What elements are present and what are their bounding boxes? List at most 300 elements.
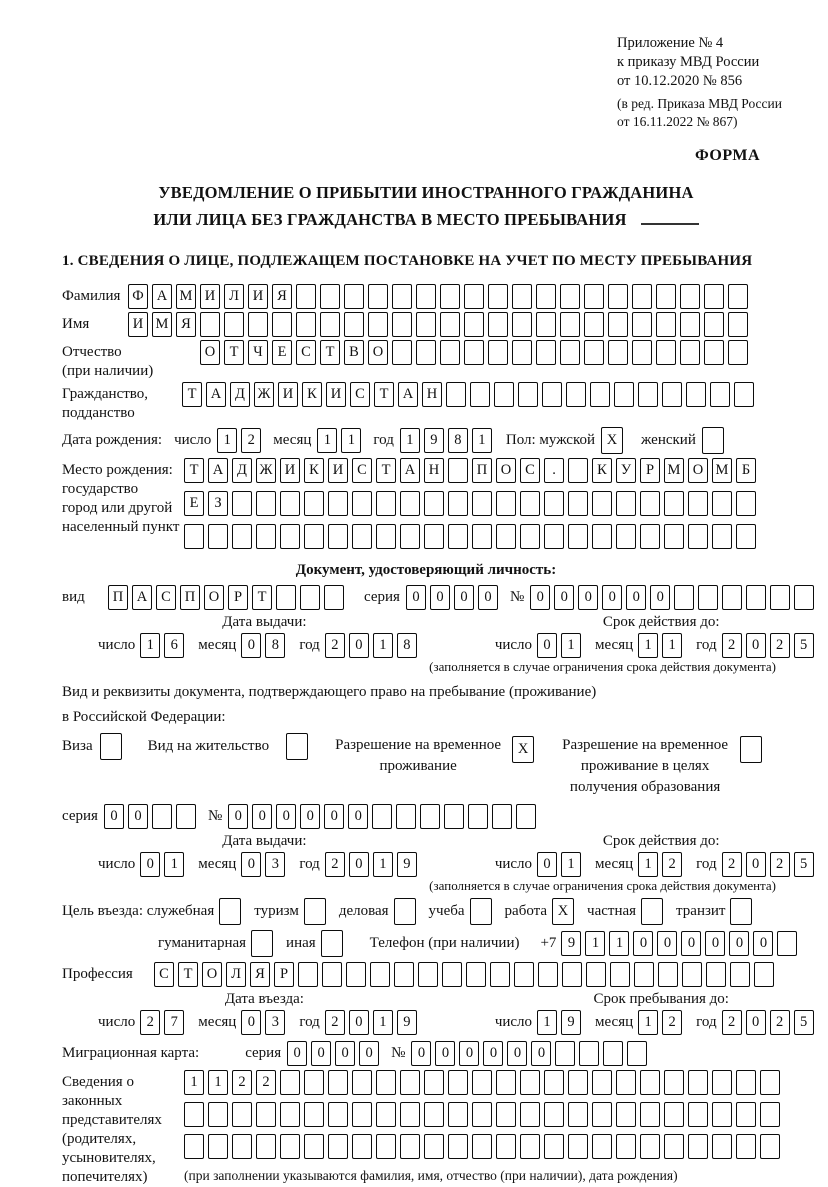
char-cell[interactable] [712,1102,732,1127]
char-cell[interactable] [424,524,444,549]
char-cell[interactable]: М [712,458,732,483]
char-cell[interactable] [632,340,652,365]
char-cell[interactable] [418,962,438,987]
char-cell[interactable]: С [296,340,316,365]
char-cell[interactable]: 0 [578,585,598,610]
char-cell[interactable] [640,491,660,516]
char-cell[interactable] [608,340,628,365]
char-cell[interactable] [328,1070,348,1095]
char-cell[interactable]: X [512,736,534,763]
char-cell[interactable]: 0 [349,1010,369,1035]
char-cell[interactable]: 0 [554,585,574,610]
char-cell[interactable] [664,1134,684,1159]
char-cell[interactable] [400,1102,420,1127]
char-cell[interactable] [344,284,364,309]
char-cell[interactable]: М [664,458,684,483]
char-cell[interactable] [424,1134,444,1159]
char-cell[interactable] [712,491,732,516]
char-cell[interactable]: Т [252,585,272,610]
char-cell[interactable] [728,340,748,365]
char-cell[interactable] [251,930,273,957]
char-cell[interactable]: 0 [252,804,272,829]
char-cell[interactable]: 8 [397,633,417,658]
char-cell[interactable]: С [352,458,372,483]
char-cell[interactable]: О [200,340,220,365]
char-cell[interactable] [376,491,396,516]
char-cell[interactable]: 0 [348,804,368,829]
char-cell[interactable] [634,962,654,987]
char-cell[interactable] [536,312,556,337]
char-cell[interactable]: Т [184,458,204,483]
char-cell[interactable] [770,585,790,610]
char-cell[interactable] [464,340,484,365]
char-cell[interactable] [680,340,700,365]
char-cell[interactable] [184,1102,204,1127]
char-cell[interactable]: 0 [602,585,622,610]
char-cell[interactable]: 1 [373,1010,393,1035]
char-cell[interactable] [396,804,416,829]
char-cell[interactable]: 1 [662,633,682,658]
char-cell[interactable]: Ч [248,340,268,365]
char-cell[interactable] [280,1134,300,1159]
char-cell[interactable]: 8 [265,633,285,658]
char-cell[interactable] [544,524,564,549]
char-cell[interactable]: 2 [241,428,261,453]
char-cell[interactable] [200,312,220,337]
char-cell[interactable] [520,491,540,516]
char-cell[interactable] [682,962,702,987]
char-cell[interactable] [592,1134,612,1159]
char-cell[interactable]: И [328,458,348,483]
char-cell[interactable] [376,524,396,549]
char-cell[interactable] [584,312,604,337]
char-cell[interactable] [616,491,636,516]
char-cell[interactable]: 1 [638,633,658,658]
char-cell[interactable] [656,284,676,309]
char-cell[interactable]: Н [424,458,444,483]
char-cell[interactable] [280,524,300,549]
char-cell[interactable] [296,312,316,337]
char-cell[interactable] [702,427,724,454]
char-cell[interactable]: 0 [311,1041,331,1066]
char-cell[interactable]: 0 [746,633,766,658]
char-cell[interactable]: 9 [397,1010,417,1035]
char-cell[interactable] [328,524,348,549]
char-cell[interactable]: 1 [561,852,581,877]
char-cell[interactable] [712,1070,732,1095]
char-cell[interactable]: 2 [662,1010,682,1035]
char-cell[interactable] [680,284,700,309]
char-cell[interactable] [730,962,750,987]
char-cell[interactable] [448,458,468,483]
char-cell[interactable] [464,284,484,309]
char-cell[interactable]: К [302,382,322,407]
char-cell[interactable]: А [400,458,420,483]
char-cell[interactable] [321,930,343,957]
char-cell[interactable]: 0 [626,585,646,610]
char-cell[interactable]: О [368,340,388,365]
char-cell[interactable]: А [152,284,172,309]
char-cell[interactable]: П [472,458,492,483]
char-cell[interactable] [520,1134,540,1159]
char-cell[interactable] [560,284,580,309]
char-cell[interactable] [400,524,420,549]
char-cell[interactable] [472,1070,492,1095]
char-cell[interactable]: Ж [256,458,276,483]
char-cell[interactable] [512,284,532,309]
char-cell[interactable]: 1 [208,1070,228,1095]
char-cell[interactable]: 2 [325,633,345,658]
char-cell[interactable]: 2 [722,633,742,658]
char-cell[interactable]: 9 [424,428,444,453]
char-cell[interactable]: 0 [104,804,124,829]
char-cell[interactable]: 3 [265,852,285,877]
char-cell[interactable] [560,312,580,337]
char-cell[interactable]: 0 [537,633,557,658]
char-cell[interactable]: 2 [325,1010,345,1035]
char-cell[interactable] [208,524,228,549]
char-cell[interactable] [680,312,700,337]
char-cell[interactable] [512,340,532,365]
char-cell[interactable]: 1 [164,852,184,877]
char-cell[interactable] [603,1041,623,1066]
char-cell[interactable]: 0 [633,931,653,956]
char-cell[interactable] [664,524,684,549]
char-cell[interactable]: 0 [406,585,426,610]
char-cell[interactable]: И [200,284,220,309]
char-cell[interactable] [704,284,724,309]
char-cell[interactable]: К [304,458,324,483]
char-cell[interactable]: 0 [241,852,261,877]
char-cell[interactable]: 0 [531,1041,551,1066]
char-cell[interactable] [746,585,766,610]
char-cell[interactable] [496,524,516,549]
char-cell[interactable] [568,491,588,516]
char-cell[interactable]: 0 [430,585,450,610]
char-cell[interactable]: И [326,382,346,407]
char-cell[interactable] [632,284,652,309]
char-cell[interactable] [656,340,676,365]
char-cell[interactable] [392,340,412,365]
char-cell[interactable] [488,340,508,365]
char-cell[interactable] [446,382,466,407]
char-cell[interactable] [560,340,580,365]
char-cell[interactable]: 0 [241,1010,261,1035]
char-cell[interactable] [706,962,726,987]
char-cell[interactable] [346,962,366,987]
char-cell[interactable]: И [280,458,300,483]
char-cell[interactable] [296,284,316,309]
char-cell[interactable]: 1 [537,1010,557,1035]
char-cell[interactable] [736,1070,756,1095]
char-cell[interactable]: 0 [681,931,701,956]
char-cell[interactable]: 2 [770,633,790,658]
char-cell[interactable]: Р [228,585,248,610]
char-cell[interactable] [320,284,340,309]
char-cell[interactable] [440,312,460,337]
char-cell[interactable]: К [592,458,612,483]
char-cell[interactable] [658,962,678,987]
char-cell[interactable] [760,1134,780,1159]
char-cell[interactable] [472,491,492,516]
char-cell[interactable] [544,1134,564,1159]
char-cell[interactable]: 1 [472,428,492,453]
char-cell[interactable] [232,524,252,549]
char-cell[interactable]: 0 [300,804,320,829]
char-cell[interactable] [614,382,634,407]
char-cell[interactable] [368,312,388,337]
char-cell[interactable]: О [496,458,516,483]
char-cell[interactable] [736,1102,756,1127]
char-cell[interactable] [392,312,412,337]
char-cell[interactable] [328,1134,348,1159]
char-cell[interactable] [368,284,388,309]
char-cell[interactable]: 0 [140,852,160,877]
char-cell[interactable] [616,1070,636,1095]
char-cell[interactable] [304,1070,324,1095]
char-cell[interactable]: 1 [317,428,337,453]
char-cell[interactable]: 0 [650,585,670,610]
char-cell[interactable]: Е [272,340,292,365]
char-cell[interactable]: 5 [794,852,814,877]
char-cell[interactable] [640,1134,660,1159]
char-cell[interactable] [440,340,460,365]
char-cell[interactable] [496,1070,516,1095]
char-cell[interactable] [494,382,514,407]
char-cell[interactable] [472,1134,492,1159]
char-cell[interactable] [440,284,460,309]
char-cell[interactable]: 0 [349,852,369,877]
char-cell[interactable] [352,1070,372,1095]
char-cell[interactable] [760,1102,780,1127]
char-cell[interactable]: Я [176,312,196,337]
char-cell[interactable]: Л [224,284,244,309]
char-cell[interactable] [208,1134,228,1159]
char-cell[interactable]: 0 [241,633,261,658]
char-cell[interactable] [352,524,372,549]
char-cell[interactable]: Л [226,962,246,987]
char-cell[interactable] [616,1134,636,1159]
char-cell[interactable] [496,1102,516,1127]
char-cell[interactable]: 2 [662,852,682,877]
char-cell[interactable] [632,312,652,337]
char-cell[interactable] [256,524,276,549]
char-cell[interactable] [562,962,582,987]
char-cell[interactable]: В [344,340,364,365]
char-cell[interactable]: 1 [140,633,160,658]
char-cell[interactable] [568,458,588,483]
char-cell[interactable] [734,382,754,407]
char-cell[interactable]: Е [184,491,204,516]
char-cell[interactable] [590,382,610,407]
char-cell[interactable] [248,312,268,337]
char-cell[interactable] [512,312,532,337]
char-cell[interactable] [442,962,462,987]
char-cell[interactable]: Т [376,458,396,483]
char-cell[interactable] [777,931,797,956]
char-cell[interactable] [372,804,392,829]
char-cell[interactable] [304,491,324,516]
char-cell[interactable] [712,524,732,549]
char-cell[interactable]: 2 [232,1070,252,1095]
char-cell[interactable]: 0 [507,1041,527,1066]
char-cell[interactable]: С [350,382,370,407]
char-cell[interactable] [286,733,308,760]
char-cell[interactable]: 1 [585,931,605,956]
char-cell[interactable]: А [132,585,152,610]
char-cell[interactable]: 0 [537,852,557,877]
char-cell[interactable]: 5 [794,633,814,658]
char-cell[interactable]: 0 [324,804,344,829]
char-cell[interactable] [472,524,492,549]
char-cell[interactable] [352,1102,372,1127]
char-cell[interactable] [400,1070,420,1095]
char-cell[interactable]: А [398,382,418,407]
char-cell[interactable] [100,733,122,760]
char-cell[interactable]: X [601,427,623,454]
char-cell[interactable] [712,1134,732,1159]
char-cell[interactable] [664,1102,684,1127]
char-cell[interactable] [674,585,694,610]
char-cell[interactable] [324,585,344,610]
char-cell[interactable] [627,1041,647,1066]
char-cell[interactable] [496,491,516,516]
char-cell[interactable] [376,1070,396,1095]
char-cell[interactable]: 0 [276,804,296,829]
char-cell[interactable] [592,491,612,516]
char-cell[interactable] [448,1134,468,1159]
char-cell[interactable] [688,1102,708,1127]
char-cell[interactable] [464,312,484,337]
char-cell[interactable] [704,340,724,365]
char-cell[interactable] [232,1102,252,1127]
char-cell[interactable] [304,1102,324,1127]
char-cell[interactable] [662,382,682,407]
char-cell[interactable] [328,1102,348,1127]
char-cell[interactable] [592,1102,612,1127]
char-cell[interactable]: 0 [335,1041,355,1066]
char-cell[interactable] [466,962,486,987]
char-cell[interactable]: И [248,284,268,309]
char-cell[interactable] [544,491,564,516]
char-cell[interactable]: 9 [561,931,581,956]
char-cell[interactable] [448,1070,468,1095]
char-cell[interactable] [728,312,748,337]
char-cell[interactable]: 0 [411,1041,431,1066]
char-cell[interactable] [208,1102,228,1127]
char-cell[interactable]: 1 [400,428,420,453]
char-cell[interactable] [698,585,718,610]
char-cell[interactable]: Б [736,458,756,483]
char-cell[interactable]: Т [224,340,244,365]
char-cell[interactable] [736,491,756,516]
char-cell[interactable]: Р [274,962,294,987]
char-cell[interactable]: А [208,458,228,483]
char-cell[interactable] [256,491,276,516]
char-cell[interactable]: 0 [435,1041,455,1066]
char-cell[interactable]: С [154,962,174,987]
char-cell[interactable] [376,1134,396,1159]
char-cell[interactable] [424,1102,444,1127]
char-cell[interactable] [568,524,588,549]
char-cell[interactable] [492,804,512,829]
char-cell[interactable]: С [156,585,176,610]
char-cell[interactable] [608,312,628,337]
char-cell[interactable] [304,1134,324,1159]
char-cell[interactable]: 2 [325,852,345,877]
char-cell[interactable] [472,1102,492,1127]
char-cell[interactable] [448,1102,468,1127]
char-cell[interactable]: А [206,382,226,407]
char-cell[interactable]: 0 [657,931,677,956]
char-cell[interactable] [555,1041,575,1066]
char-cell[interactable] [392,284,412,309]
char-cell[interactable] [536,340,556,365]
char-cell[interactable]: 9 [397,852,417,877]
char-cell[interactable]: 0 [753,931,773,956]
char-cell[interactable] [664,1070,684,1095]
char-cell[interactable] [400,1134,420,1159]
char-cell[interactable] [736,524,756,549]
char-cell[interactable]: Д [232,458,252,483]
char-cell[interactable] [686,382,706,407]
char-cell[interactable]: 9 [561,1010,581,1035]
char-cell[interactable] [736,1134,756,1159]
char-cell[interactable]: Н [422,382,442,407]
char-cell[interactable]: . [544,458,564,483]
char-cell[interactable]: 0 [530,585,550,610]
char-cell[interactable] [568,1134,588,1159]
char-cell[interactable] [444,804,464,829]
char-cell[interactable] [184,524,204,549]
char-cell[interactable] [352,491,372,516]
char-cell[interactable] [688,1070,708,1095]
char-cell[interactable] [538,962,558,987]
char-cell[interactable] [641,898,663,925]
char-cell[interactable] [754,962,774,987]
char-cell[interactable] [416,284,436,309]
char-cell[interactable] [520,1102,540,1127]
char-cell[interactable] [568,1070,588,1095]
char-cell[interactable] [638,382,658,407]
char-cell[interactable] [184,1134,204,1159]
char-cell[interactable] [400,491,420,516]
char-cell[interactable] [344,312,364,337]
char-cell[interactable]: Т [320,340,340,365]
char-cell[interactable] [664,491,684,516]
char-cell[interactable]: 1 [373,852,393,877]
char-cell[interactable]: С [520,458,540,483]
char-cell[interactable] [276,585,296,610]
char-cell[interactable] [730,898,752,925]
char-cell[interactable] [728,284,748,309]
char-cell[interactable] [584,340,604,365]
char-cell[interactable]: 0 [483,1041,503,1066]
char-cell[interactable]: 1 [638,1010,658,1035]
char-cell[interactable]: 7 [164,1010,184,1035]
char-cell[interactable]: З [208,491,228,516]
char-cell[interactable]: 1 [561,633,581,658]
char-cell[interactable]: М [176,284,196,309]
char-cell[interactable] [536,284,556,309]
char-cell[interactable] [514,962,534,987]
char-cell[interactable] [424,491,444,516]
char-cell[interactable] [584,284,604,309]
char-cell[interactable]: Т [182,382,202,407]
char-cell[interactable] [542,382,562,407]
char-cell[interactable] [704,312,724,337]
char-cell[interactable] [592,1070,612,1095]
